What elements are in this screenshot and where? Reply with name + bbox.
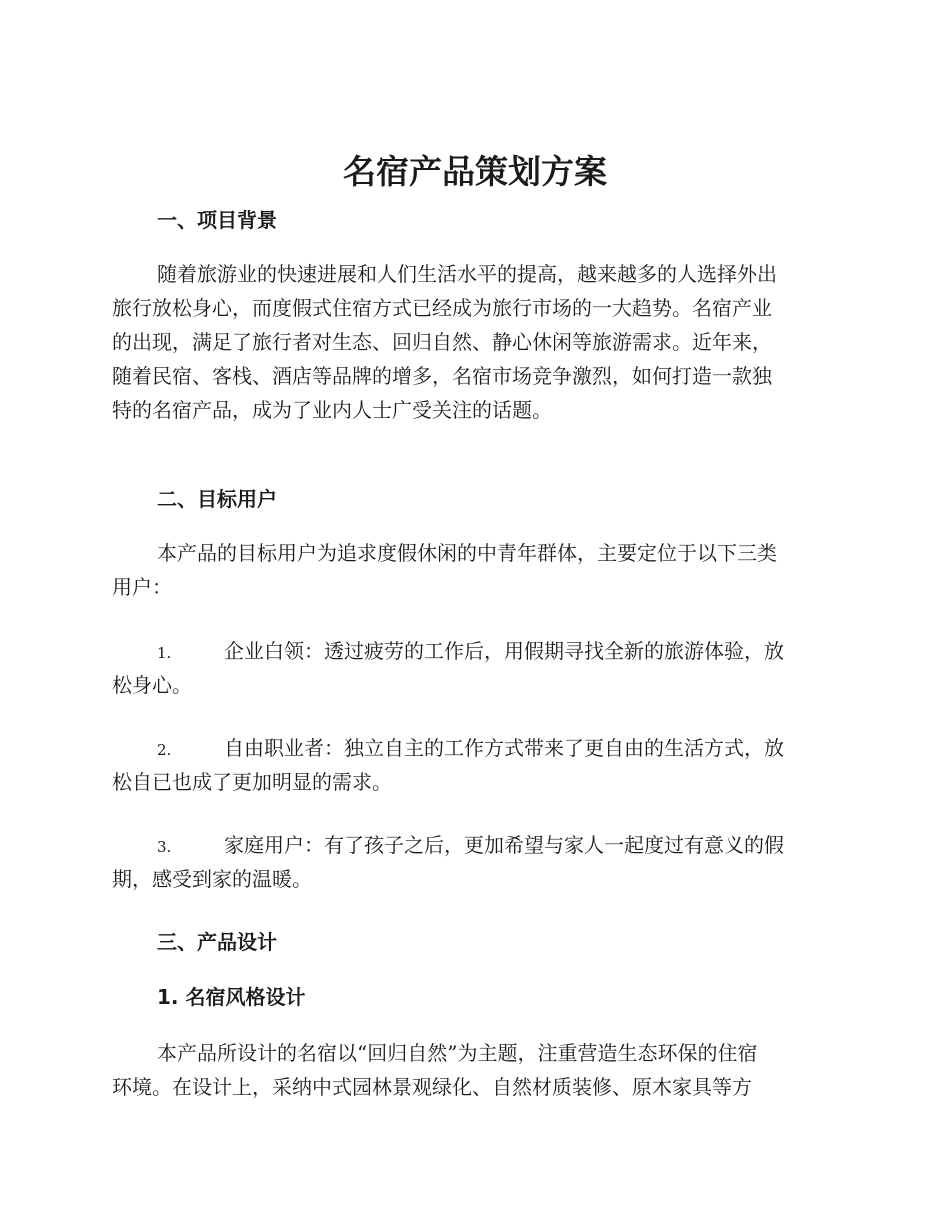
list-item-freelancers	[112, 731, 832, 799]
section-heading-background: 一、项目背景	[157, 208, 277, 232]
document-title: 名宿产品策划方案	[343, 152, 607, 191]
paragraph-target-users-intro	[112, 536, 832, 604]
list-number: 1.	[157, 644, 172, 662]
paragraph-line: 旅行放松身心，而度假式住宿方式已经成为旅行市场的一大趋势。名宿产业	[112, 296, 772, 320]
list-item-text: 松自已也成了更加明显的需求。	[112, 770, 392, 794]
list-item-text: 自由职业者：独立自主的工作方式带来了更自由的生活方式，放	[224, 736, 784, 760]
list-item-text: 家庭用户：有了孩子之后，更加希望与家人一起度过有意义的假	[224, 833, 784, 857]
paragraph-line: 本产品的目标用户为追求度假休闲的中青年群体，主要定位于以下三类	[157, 541, 777, 565]
subsection-heading-style-design: 1. 名宿风格设计	[157, 985, 306, 1009]
paragraph-background	[112, 257, 832, 427]
paragraph-style-design	[112, 1036, 832, 1104]
list-item-text: 期，感受到家的温暖。	[112, 867, 312, 891]
list-number: 2.	[157, 741, 172, 759]
section-heading-target-users: 二、目标用户	[157, 487, 277, 511]
section-heading-product-design: 三、产品设计	[157, 930, 277, 954]
paragraph-line: 用户：	[112, 575, 172, 599]
paragraph-line: 的出现，满足了旅行者对生态、回归自然、静心休闲等旅游需求。近年来，	[112, 330, 772, 354]
list-item-text: 企业白领：透过疲劳的工作后，用假期寻找全新的旅游体验，放	[224, 639, 784, 663]
list-item-text: 松身心。	[112, 673, 192, 697]
paragraph-line: 随着民宿、客栈、酒店等品牌的增多，名宿市场竞争激烈，如何打造一款独	[112, 364, 772, 388]
paragraph-line: 本产品所设计的名宿以“回归自然”为主题，注重营造生态环保的住宿	[157, 1041, 758, 1065]
paragraph-line: 随着旅游业的快速进展和人们生活水平的提高，越来越多的人选择外出	[157, 262, 777, 286]
paragraph-line: 环境。在设计上，采纳中式园林景观绿化、自然材质装修、原木家具等方	[112, 1075, 752, 1099]
list-item-families	[112, 828, 832, 896]
list-number: 3.	[157, 838, 172, 856]
paragraph-line: 特的名宿产品，成为了业内人士广受关注的话题。	[112, 398, 552, 422]
list-item-office-workers	[112, 634, 832, 702]
